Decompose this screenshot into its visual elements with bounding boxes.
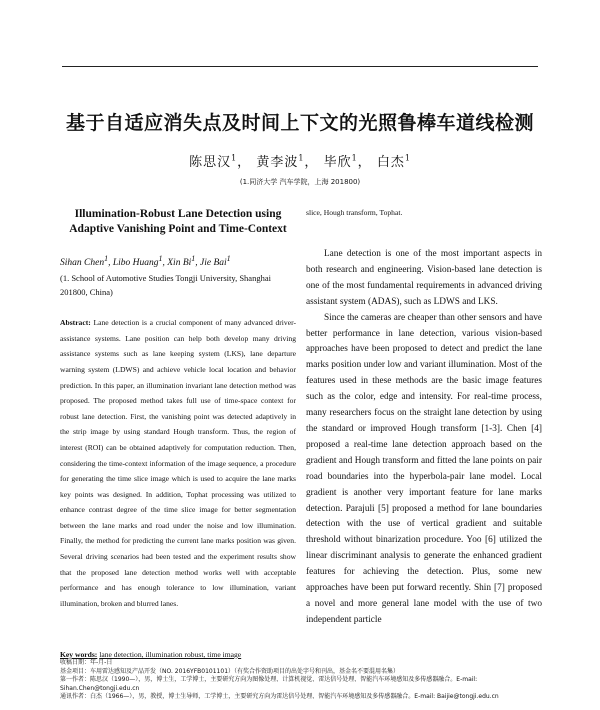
author-name: Libo Huang xyxy=(112,258,159,269)
author-sup: 1 xyxy=(231,153,238,163)
author-sup: 1 xyxy=(298,153,305,163)
english-authors: Sihan Chen$^1$, Libo Huang$^1$, Xin Bi$^1$, Jie Bai$^1$ xyxy=(60,254,231,269)
keywords-text: lane detection, illumination robust, time image xyxy=(99,650,242,659)
author-name: Sihan Chen xyxy=(60,258,105,269)
footnote-line: 通讯作者：白杰（1966—），男，教授，博士生导师，工学博士，主要研究方向为雷达信号处理、智能汽车环境感知及多传感器融合。E-mail: Baijie@tongji.edu.cn xyxy=(60,693,499,700)
footnote-line: 收稿日期：年-月-日 xyxy=(60,659,113,666)
english-title xyxy=(60,207,296,237)
header-rule xyxy=(62,66,538,67)
chinese-authors: 陈思汉$^1$， 黄李波$^1$， 毕欣$^1$， 白杰$^1$ xyxy=(189,153,411,170)
author-name: Xin Bi xyxy=(167,258,192,269)
english-title-line: Illumination-Robust Lane Detection using xyxy=(74,208,282,220)
author-name: 毕欣 xyxy=(323,155,352,170)
chinese-affiliation: (1.同济大学 汽车学院，上海 201800) xyxy=(239,178,361,186)
right-column xyxy=(306,205,542,629)
abstract-text: Lane detection is a crucial component of many advanced driver-assistance systems. Lane position can help both develop many driving assistance systems such as lane keeping system (LKS), lane departure warning system (LDWS) and achieve vehicle local location and behavior prediction. In this paper, an illumination invariant lane detection method was proposed. The proposed method takes full use of time-space context for robust lane detection. First, the vanishing point was detected adaptively in the strip image by using standard Hough transform. Thus, the region of interest (ROI) can be obtained adaptively for computation reduction. Then, considering the time-context information of the image sequence, a procedure for generating the time slice image which is used to acquire the lane marks key points was designed. In addition, Tophat processing was utilized to enhance contrast degree of the time slice image for better segmentation between the lane marks and road under the noise and low illumination. Finally, the method for predicting the current lane marks position was given. Several driving scenarios had been tested and the experiment results show that the proposed lane detection method works well with acceptable performance and has enough tolerance to low illumination, variant illumination, broken and blurred lanes. xyxy=(60,318,296,608)
abstract xyxy=(60,315,296,611)
body-paragraph: Lane detection is one of the most important aspects in both research and engineering. Vision-based lane detection is one of the most fundamental requirements in advanced driving assistant system (ADAS), such as LDWS and LKS. xyxy=(306,249,542,307)
author-sup: 1 xyxy=(226,254,231,263)
author-sup: 1 xyxy=(351,153,358,163)
keywords-continuation: slice, Hough transform, Tophat. xyxy=(306,208,403,217)
author-name: Jie Bai xyxy=(200,258,227,269)
footnote-line: 第一作者：陈思汉（1990—），男，博士生，工学博士，主要研究方向为图像处理、计算机视觉、雷达信号处理、智能汽车环境感知及多传感器融合。E-mail: Sihan.Chen@tongji.edu.cn xyxy=(60,676,478,692)
author-name: 白杰 xyxy=(376,155,405,170)
footnote-line: 基金项目：车用雷达感知及产品开发（NO. 2016YFB0101101）（有奖合作资助项目的出处字号和刊出，基金名不要混用名集） xyxy=(60,667,400,675)
author-name: 陈思汉 xyxy=(189,155,232,170)
author-sup: 1 xyxy=(158,254,163,263)
author-name: 黄李波 xyxy=(256,155,299,170)
author-sup: 1 xyxy=(191,254,196,263)
author-sup: 1 xyxy=(104,254,109,263)
english-affiliation: (1. School of Automotive Studies Tongji University, Shanghai 201800, China) xyxy=(60,273,271,298)
english-title-line: Adaptive Vanishing Point and Time-Context xyxy=(69,223,287,235)
keywords xyxy=(60,650,296,659)
abstract-label: Abstract: xyxy=(60,318,91,328)
chinese-title: 基于自适应消失点及时间上下文的光照鲁棒车道线检测 xyxy=(65,112,534,134)
keywords-label: Key words: xyxy=(60,650,98,659)
left-column xyxy=(60,205,296,611)
body-paragraph: Since the cameras are cheaper than other sensors and have better performance in lane detection, various vision-based approaches have been proposed to detect and predict the lane marks position under low and variant illumination. Most of the features used in these methods are the basic image features such as the color, edge and intensity. For real-time process, many researchers focus on the straight lane detection by using the standard or improved Hough transform [1-3]. Chen [4] proposed a real-time lane detection approach based on the gradient and Hough transform and fitted the lane points on pair road boundaries into the hyperbola-pair lane model. Local gradient is another very important feature for lane marks detection. Parajuli [5] proposed a method for lane boundaries detection with the use of vertical gradient and suitable threshold without binarization procedure. Yoo [6] utilized the linear discriminant analysis to generate the enhanced gradient features for achieving the detection. Plus, some new approaches have been put forward recently. Shin [7] proposed a novel and more general lane model with the use of two independent particle xyxy=(306,312,542,625)
author-sup: 1 xyxy=(404,153,411,163)
footnotes xyxy=(60,659,540,702)
